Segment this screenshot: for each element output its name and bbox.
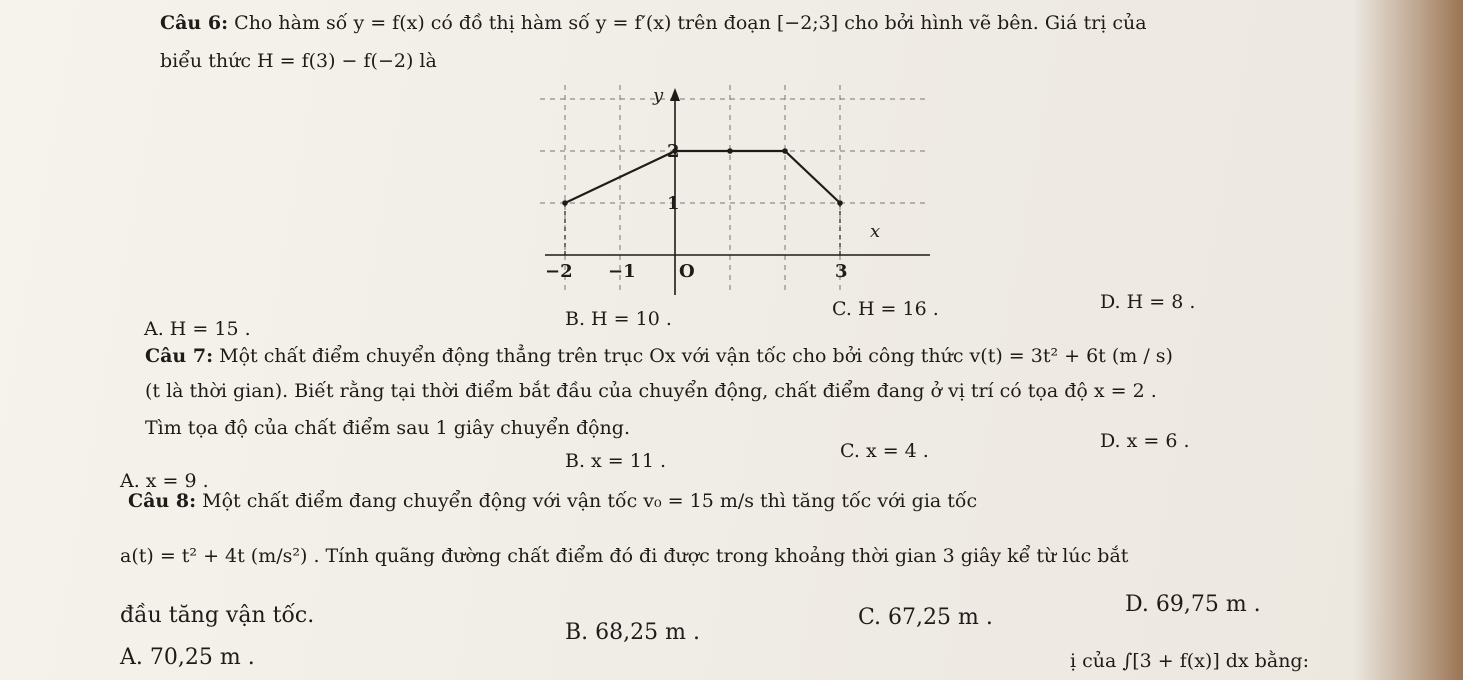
q7-option-a: A. x = 9 . xyxy=(120,470,209,492)
q9-partial-text: ị của ∫[3 + f(x)] dx bằng: xyxy=(1070,650,1309,672)
q7-line2: (t là thời gian). Biết rằng tại thời điểm bắt đầu của chuyển động, chất điểm đang ở vị trí có tọa độ x = 2 . xyxy=(145,380,1157,402)
q8-option-c: C. 67,25 m . xyxy=(858,605,993,630)
q6-label: Câu 6: xyxy=(160,12,229,34)
tick-label-x-minus1: −1 xyxy=(608,261,636,282)
q8-text-1: Một chất điểm đang chuyển động với vận tốc v₀ = 15 m/s thì tăng tốc với gia tốc xyxy=(202,490,978,512)
q6-text-1: Cho hàm số y = f(x) có đồ thị hàm số y = f′(x) trên đoạn [−2;3] cho bởi hình vẽ bên. Giá trị của xyxy=(234,12,1147,34)
data-point xyxy=(782,148,788,154)
q6-option-c: C. H = 16 . xyxy=(832,298,939,320)
q7-line1 xyxy=(145,345,1173,367)
q6-option-d: D. H = 8 . xyxy=(1100,291,1196,313)
x-axis-label: x xyxy=(870,221,881,242)
tick-label-y1: 1 xyxy=(667,193,680,214)
graph-axes xyxy=(545,88,930,295)
q7-option-c: C. x = 4 . xyxy=(840,440,929,462)
graph-series xyxy=(562,148,843,255)
q7-option-b: B. x = 11 . xyxy=(565,450,667,472)
derivative-graph xyxy=(540,85,940,300)
data-point xyxy=(727,148,733,154)
q7-option-d: D. x = 6 . xyxy=(1100,430,1190,452)
q8-option-d: D. 69,75 m . xyxy=(1125,592,1261,617)
q8-line3: đầu tăng vận tốc. xyxy=(120,603,315,628)
q8-line1 xyxy=(128,490,977,512)
derivative-curve xyxy=(565,151,840,203)
origin-label: O xyxy=(679,261,695,282)
tick-label-x-minus2: −2 xyxy=(545,261,573,282)
q7-label: Câu 7: xyxy=(145,345,214,367)
q7-line3: Tìm tọa độ của chất điểm sau 1 giây chuyển động. xyxy=(145,417,630,439)
page-edge-shadow xyxy=(1353,0,1463,680)
q8-option-a: A. 70,25 m . xyxy=(120,645,255,670)
q6-line2: biểu thức H = f(3) − f(−2) là xyxy=(160,50,437,72)
q8-label: Câu 8: xyxy=(128,490,197,512)
q6-option-a: A. H = 15 . xyxy=(144,318,251,340)
tick-label-y2: 2 xyxy=(667,141,680,162)
q7-text-1: Một chất điểm chuyển động thẳng trên trục Ox với vận tốc cho bởi công thức v(t) = 3t² + 6t (m / s) xyxy=(219,345,1173,367)
y-axis-label: y xyxy=(653,85,664,106)
q6-option-b: B. H = 10 . xyxy=(565,308,672,330)
q8-line2: a(t) = t² + 4t (m/s²) . Tính quãng đường chất điểm đó đi được trong khoảng thời gian 3 giây kể từ lúc bắt xyxy=(120,545,1129,567)
y-axis-arrow xyxy=(670,88,680,101)
q6-line1 xyxy=(160,12,1147,34)
tick-label-x3: 3 xyxy=(835,261,848,282)
q8-option-b: B. 68,25 m . xyxy=(565,620,700,645)
